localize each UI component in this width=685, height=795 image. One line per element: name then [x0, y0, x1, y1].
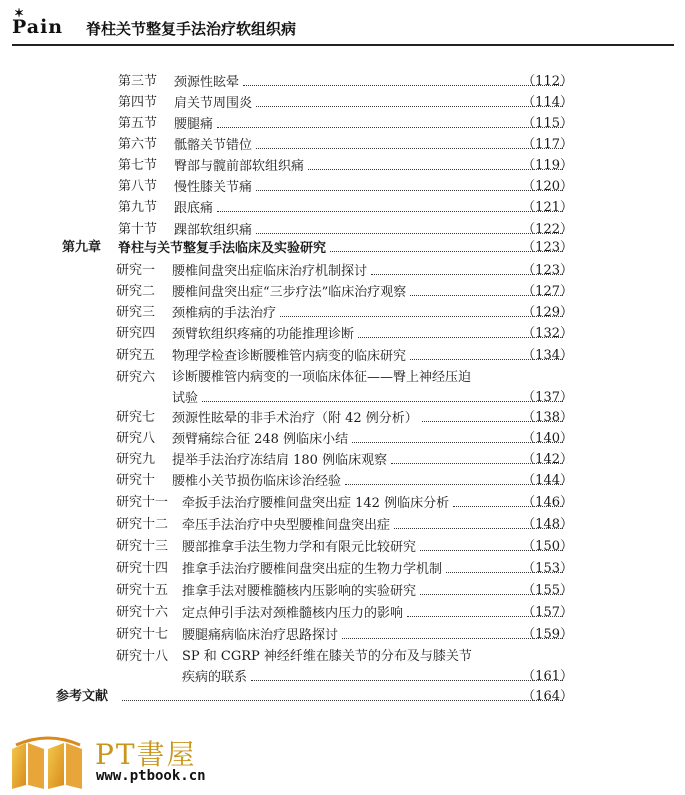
toc-entry-title: SP 和 CGRP 神经纤维在膝关节的分布及与膝关节	[182, 649, 472, 664]
toc-page-number: （161）	[522, 669, 573, 684]
toc-entry-title: 骶髂关节错位	[174, 138, 253, 153]
toc-page-number: （119）	[522, 158, 573, 173]
toc-entry	[0, 429, 685, 449]
toc-page-number: （114）	[522, 95, 573, 110]
toc-entry-title: 腰部推拿手法生物力学和有限元比较研究	[182, 540, 417, 555]
toc-entry-label: 研究二	[116, 284, 156, 299]
toc-entry	[0, 324, 685, 344]
toc-entry	[0, 114, 685, 134]
toc-entry	[0, 408, 685, 428]
toc-entry	[0, 220, 685, 240]
toc-page-number: （120）	[522, 179, 573, 194]
toc-entry	[0, 647, 685, 667]
toc-entry-label: 研究四	[116, 326, 156, 341]
toc-entry	[0, 282, 685, 302]
toc-entry-title: 臀部与髋前部软组织痛	[174, 159, 305, 174]
toc-entry-title: 推拿手法对腰椎髓核内压影响的实验研究	[182, 584, 417, 599]
toc-entry	[0, 471, 685, 491]
toc-entry-label: 研究十一	[116, 495, 169, 510]
toc-page-number: （127）	[522, 284, 573, 299]
toc-entry	[0, 559, 685, 579]
toc-entry-title-continued: 试验	[172, 391, 199, 406]
toc-entry-title: 腰椎间盘突出症临床治疗机制探讨	[172, 264, 368, 279]
toc-entry-label: 研究七	[116, 410, 156, 425]
toc-leader-dots	[122, 687, 563, 701]
toc-page-number: （150）	[522, 539, 573, 554]
toc-entry-label: 研究十七	[116, 627, 169, 642]
toc-page-number: （121）	[522, 200, 573, 215]
toc-leader-dots	[256, 93, 563, 107]
toc-entry-label: 研究一	[116, 263, 156, 278]
toc-leader-dots	[217, 114, 563, 128]
toc-entry	[0, 93, 685, 113]
toc-page-number: （117）	[522, 137, 573, 152]
toc-entry-label: 第九节	[118, 200, 158, 215]
watermark-footer	[0, 725, 685, 795]
running-title: 脊柱关节整复手法治疗软组织病	[86, 20, 297, 38]
toc-entry-title: 颈臂软组织疼痛的功能推理诊断	[172, 327, 355, 342]
toc-entry	[0, 135, 685, 155]
toc-entry	[0, 198, 685, 218]
toc-page-number: （153）	[522, 561, 573, 576]
toc-entry-title: 跟底痛	[174, 201, 214, 216]
toc-entry	[0, 603, 685, 623]
toc-page-number: （137）	[522, 390, 573, 405]
toc-entry-title: 慢性膝关节痛	[174, 180, 253, 195]
page-header	[0, 0, 685, 44]
toc-page-number: （144）	[522, 473, 573, 488]
toc-page-number: （123）	[522, 263, 573, 278]
toc-entry	[0, 537, 685, 557]
toc-entry-title: 推拿手法治疗腰椎间盘突出症的生物力学机制	[182, 562, 443, 577]
toc-entry	[0, 303, 685, 323]
toc-entry-label: 第六节	[118, 137, 158, 152]
toc-entry-label: 研究十四	[116, 561, 169, 576]
toc-entry	[0, 346, 685, 366]
toc-entry-continuation	[0, 388, 685, 408]
toc-leader-dots	[280, 303, 563, 317]
toc-chapter-entry	[0, 238, 685, 258]
toc-entry	[0, 177, 685, 197]
toc-leader-dots	[217, 198, 563, 212]
toc-entry	[0, 515, 685, 535]
watermark-brand: PT書屋	[95, 738, 197, 771]
toc-entry-title: 颈源性眩晕的非手术治疗（附 42 例分析）	[172, 411, 418, 426]
toc-entry	[0, 581, 685, 601]
watermark-url: www.ptbook.cn	[96, 768, 206, 784]
toc-entry	[0, 156, 685, 176]
toc-entry-label: 研究十	[116, 473, 156, 488]
toc-entry	[0, 368, 685, 388]
toc-page-number: （159）	[522, 627, 573, 642]
toc-entry-continuation	[0, 667, 685, 687]
toc-entry	[0, 261, 685, 281]
toc-entry	[0, 72, 685, 92]
toc-entry-label: 研究十五	[116, 583, 169, 598]
toc-page-number: （164）	[522, 689, 573, 704]
toc-entry-label: 研究九	[116, 452, 156, 467]
toc-entry-title: 颈臂痛综合征 248 例临床小结	[172, 432, 349, 447]
toc-entry-label: 第九章	[62, 240, 102, 255]
toc-page-number: （140）	[522, 431, 573, 446]
toc-entry-title: 提举手法治疗冻结肩 180 例临床观察	[172, 453, 388, 468]
toc-page-number: （122）	[522, 222, 573, 237]
toc-leader-dots	[243, 72, 563, 86]
toc-entry-title: 牵压手法治疗中央型腰椎间盘突出症	[182, 518, 391, 533]
toc-entry-title: 肩关节周围炎	[174, 96, 253, 111]
toc-entry-label: 第三节	[118, 74, 158, 89]
toc-entry-title: 腰腿痛	[174, 117, 214, 132]
toc-entry-label: 第五节	[118, 116, 158, 131]
toc-entry-label: 第四节	[118, 95, 158, 110]
toc-page-number: （138）	[522, 410, 573, 425]
toc-page-number: （146）	[522, 495, 573, 510]
toc-entry-title: 腰椎小关节损伤临床诊治经验	[172, 474, 342, 489]
toc-entry-label: 研究十八	[116, 649, 169, 664]
toc-entry-label: 研究三	[116, 305, 156, 320]
toc-entry-title: 腰椎间盘突出症“三步疗法”临床治疗观察	[172, 285, 407, 300]
toc-leader-dots	[202, 388, 563, 402]
logo-text: Pain	[12, 16, 64, 38]
toc-entry-label: 第七节	[118, 158, 158, 173]
toc-entry-title: 踝部软组织痛	[174, 223, 253, 238]
toc-page-number: （115）	[522, 116, 573, 131]
toc-leader-dots	[256, 220, 563, 234]
toc-page-number: （148）	[522, 517, 573, 532]
toc-leader-dots	[256, 135, 563, 149]
toc-entry-title: 定点伸引手法对颈椎髓核内压力的影响	[182, 606, 404, 621]
toc-page-number: （142）	[522, 452, 573, 467]
toc-page-number: （112）	[522, 74, 573, 89]
toc-entry-title: 物理学检查诊断腰椎管内病变的临床研究	[172, 349, 407, 364]
header-rule	[12, 44, 674, 46]
pain-logo	[12, 6, 68, 36]
toc-entry	[0, 493, 685, 513]
toc-entry-label: 研究八	[116, 431, 156, 446]
toc-entry-label: 第八节	[118, 179, 158, 194]
toc-page-number: （155）	[522, 583, 573, 598]
toc-entry-title: 诊断腰椎管内病变的一项临床体征——臀上神经压迫	[172, 370, 472, 385]
toc-references-entry	[0, 687, 685, 707]
toc-entry-title: 颈椎病的手法治疗	[172, 306, 277, 321]
toc-entry-label: 研究十二	[116, 517, 169, 532]
toc-page-number: （129）	[522, 305, 573, 320]
toc-leader-dots	[256, 177, 563, 191]
toc-entry-title-continued: 疾病的联系	[182, 670, 248, 685]
open-book-icon	[8, 735, 86, 789]
toc-entry-label: 研究十三	[116, 539, 169, 554]
toc-leader-dots	[251, 667, 563, 681]
toc-entry	[0, 625, 685, 645]
toc-entry-label: 研究五	[116, 348, 156, 363]
toc-entry-label: 参考文献	[56, 689, 109, 704]
logo-figure-icon: ✶	[14, 6, 25, 20]
toc-entry-label: 研究十六	[116, 605, 169, 620]
toc-entry-title: 颈源性眩晕	[174, 75, 240, 90]
toc-page-number: （123）	[522, 240, 573, 255]
toc-entry	[0, 450, 685, 470]
toc-page-number: （134）	[522, 348, 573, 363]
toc-entry-label: 研究六	[116, 370, 156, 385]
toc-entry-title: 脊柱与关节整复手法临床及实验研究	[118, 241, 327, 256]
toc-page-number: （157）	[522, 605, 573, 620]
toc-page-number: （132）	[522, 326, 573, 341]
toc-entry-title: 牵扳手法治疗腰椎间盘突出症 142 例临床分析	[182, 496, 450, 511]
toc-entry-label: 第十节	[118, 222, 158, 237]
toc-entry-title: 腰腿痛病临床治疗思路探讨	[182, 628, 339, 643]
